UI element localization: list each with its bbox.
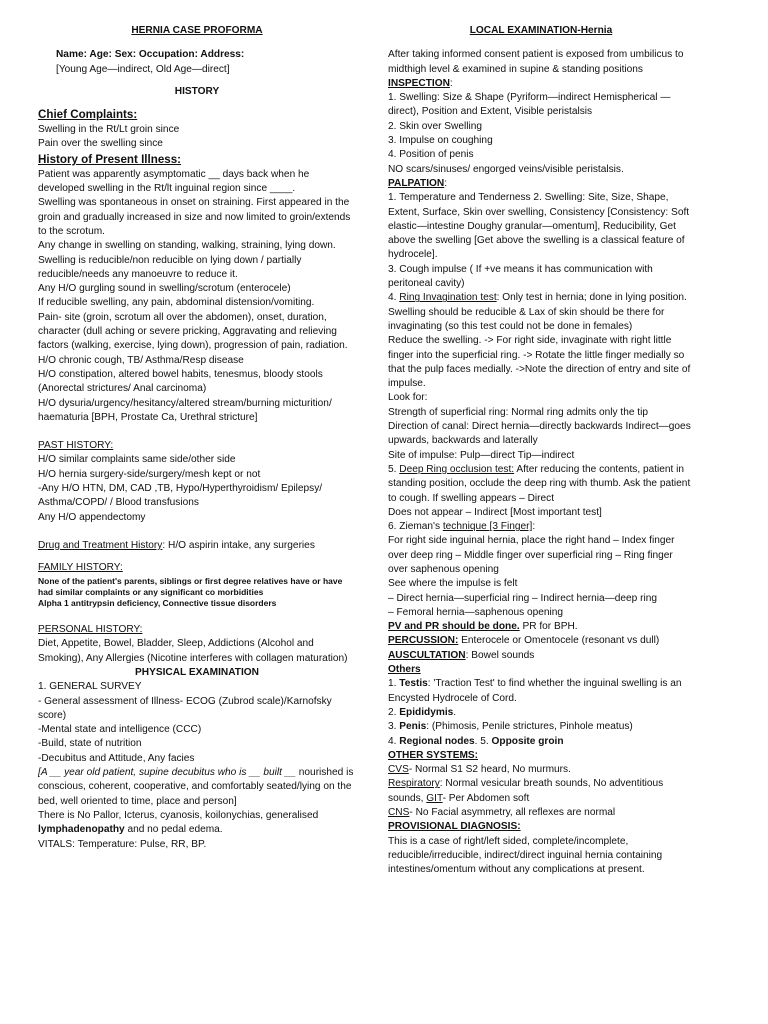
regional-mid: . 5. bbox=[474, 735, 492, 747]
hpi-paragraph: Any H/O gurgling sound in swelling/scrotum (enterocele) bbox=[38, 283, 291, 295]
ring-num: 4. bbox=[388, 292, 400, 304]
testis-line bbox=[388, 677, 694, 706]
pallor-bold: lymphadenopathy bbox=[38, 824, 125, 836]
cns-line bbox=[388, 806, 694, 820]
pallor-tail: and no pedal edema. bbox=[124, 824, 223, 836]
deep-text: After reducing the contents, patient in standing position, occlude the deep ring with thumb. Ask the patient to cough. If swelling appears – Direct bbox=[388, 463, 691, 504]
opposite-bold: Opposite groin bbox=[491, 735, 564, 747]
history-heading: HISTORY bbox=[174, 85, 220, 97]
cvs-label: CVS bbox=[388, 764, 409, 776]
auscultation-line bbox=[388, 649, 694, 663]
past-history-item: H/O similar complaints same side/other side bbox=[38, 454, 236, 466]
epid-tail: . bbox=[453, 706, 457, 718]
ring-text: : Only test in hernia; done in lying position. Swelling should be reducible & Lax of skin should be there for invaginating (so this test could not be done in females) bbox=[388, 292, 687, 332]
past-history-item: H/O hernia surgery-side/surgery/mesh kept or not bbox=[38, 468, 261, 480]
past-history-item: -Any H/O HTN, DM, CAD ,TB, Hypo/Hyperthyroidism/ Epilepsy/ Asthma/COPD/ / Blood transfusions bbox=[38, 483, 323, 509]
chief-complaint-item: Swelling in the Rt/Lt groin since bbox=[38, 124, 180, 136]
penis-num: 3. bbox=[388, 721, 400, 733]
deep-title: Deep Ring occlusion test: bbox=[399, 463, 515, 475]
inspection-item: 4. Position of penis bbox=[388, 149, 474, 161]
drug-history-heading: Drug and Treatment History bbox=[38, 539, 163, 551]
testis-num: 1. bbox=[388, 678, 400, 690]
look-for-item: Site of impulse: Pulp—direct Tip—indirect bbox=[388, 449, 575, 461]
general-survey-tail: nourished is conscious, coherent, cooperative, and comfortably seated/lying on the bed, well oriented to time, place and person] bbox=[38, 767, 354, 807]
general-survey-title: 1. GENERAL SURVEY bbox=[38, 681, 142, 693]
regional-num: 4. bbox=[388, 735, 400, 747]
inspection-item: NO scars/sinuses/ engorged veins/visible peristalsis. bbox=[388, 163, 624, 175]
diagnosis-text: This is a case of right/left sided, complete/incomplete, reducible/irreducible, indirect/direct inguinal hernia containing intestines/omentum without any complications at present. bbox=[388, 835, 663, 876]
drug-history-text: : H/O aspirin intake, any surgeries bbox=[162, 539, 315, 551]
exposure-intro: After taking informed consent patient is exposed from umbilicus to midthigh level & examined in supine & standing positions bbox=[388, 49, 684, 75]
general-survey-italic: [A __ year old patient, supine decubitus who is __ built __ bbox=[38, 767, 296, 779]
testis-bold: Testis bbox=[399, 678, 428, 690]
chief-complaints-heading: Chief Complaints: bbox=[38, 108, 138, 122]
general-survey-item: -Build, state of nutrition bbox=[38, 738, 142, 750]
diagnosis-heading: PROVISIONAL DIAGNOSIS: bbox=[388, 821, 521, 833]
inspection-item: 3. Impulse on coughing bbox=[388, 135, 493, 147]
pallor-text: There is No Pallor, Icterus, cyanosis, koilonychias, generalised bbox=[38, 809, 319, 821]
general-survey-item: - General assessment of Illness- ECOG (Zubrod scale)/Karnofsky score) bbox=[38, 695, 332, 721]
patient-details-line: Name: Age: Sex: Occupation: Address: bbox=[56, 49, 245, 61]
look-for-item: Strength of superficial ring: Normal ring admits only the tip bbox=[388, 406, 648, 418]
hpi-paragraph: If reducible swelling, any pain, abdominal distension/vomiting. bbox=[38, 297, 315, 309]
local-exam-title: LOCAL EXAMINATION-Hernia bbox=[469, 25, 613, 36]
family-history-item: None of the patient's parents, siblings or first degree relatives have or have had similar complaints or any significant co morbidities bbox=[38, 575, 343, 597]
zieman-text: For right side inguinal hernia, place the right hand – Index finger over deep ring – Middle finger over superficial ring – Ring finger over saphenous opening bbox=[388, 535, 675, 575]
penis-text: : (Phimosis, Penile strictures, Pinhole meatus) bbox=[426, 721, 633, 733]
hpi-paragraph: Pain- site (groin, scrotum all over the abdomen), onset, duration, character (dull aching or severe pricking, Aggravating and relieving factors (walking, exercise, lying down), progression of pain, radiation. bbox=[38, 311, 348, 352]
ring-invagination-test bbox=[388, 291, 694, 334]
personal-history-text: Diet, Appetite, Bowel, Bladder, Sleep, Addictions (Alcohol and Smoking), Any Allergies (Nicotine interferes with collagen maturation) bbox=[38, 638, 348, 664]
zieman-pre: 6. Zieman's bbox=[388, 521, 443, 533]
epid-num: 2. bbox=[388, 706, 400, 718]
palpation-item: 3. Cough impulse ( If +ve means it has communication with peritoneal cavity) bbox=[388, 263, 653, 290]
palpation-line: PALPATION: bbox=[388, 177, 448, 189]
hpi-heading: History of Present Illness: bbox=[38, 152, 182, 166]
percussion-text: Enterocele or Omentocele (resonant vs dull) bbox=[458, 635, 660, 647]
git-text: - Per Abdomen soft bbox=[442, 792, 530, 804]
others-heading: Others bbox=[388, 664, 421, 676]
epididymis-line bbox=[388, 706, 694, 720]
deep-ring-test bbox=[388, 463, 694, 506]
hpi-paragraph: Swelling is reducible/non reducible on lying down / partially reducible/needs any manoeuvre to reduce it. bbox=[38, 254, 302, 280]
general-survey-item: -Decubitus and Attitude, Any facies bbox=[38, 752, 195, 764]
deep-num: 5. bbox=[388, 463, 400, 475]
penis-line bbox=[388, 720, 694, 734]
cns-text: - No Facial asymmetry, all reflexes are normal bbox=[409, 807, 616, 819]
resp-label: Respiratory bbox=[388, 778, 440, 790]
hpi-paragraph: H/O chronic cough, TB/ Asthma/Resp disease bbox=[38, 354, 244, 366]
physical-exam-heading: PHYSICAL EXAMINATION bbox=[135, 667, 259, 678]
palpation-heading: PALPATION bbox=[388, 177, 445, 189]
palpation-item: 1. Temperature and Tenderness 2. Swelling: Site, Size, Shape, Extent, Surface, Skin over swelling, Consistency [Consistency: Soft elastic—intestine Doughy granular—omentum], Reducibility, Get above the swelling [Get above the swelling is a classical feature of hydrocele]. bbox=[388, 192, 690, 261]
hpi-paragraph: H/O dysuria/urgency/hesitancy/altered stream/burning micturition/ haematuria [BPH, Prostate Ca, Urethral stricture] bbox=[38, 397, 332, 423]
impulse-felt-item: – Direct hernia—superficial ring – Indirect hernia—deep ring bbox=[388, 592, 658, 604]
pallor-line bbox=[38, 809, 356, 838]
vitals-line: VITALS: Temperature: Pulse, RR, BP. bbox=[38, 838, 207, 850]
regional-nodes-line bbox=[388, 735, 694, 749]
auscultation-heading: AUSCULTATION bbox=[388, 649, 466, 661]
epid-bold: Epididymis bbox=[399, 706, 454, 718]
penis-bold: Penis bbox=[399, 721, 427, 733]
zieman-post: : bbox=[532, 521, 536, 533]
personal-history-heading: PERSONAL HISTORY: bbox=[38, 624, 143, 636]
zieman-title: technique [3 Finger] bbox=[442, 521, 533, 533]
family-history-item: Alpha 1 antitrypsin deficiency, Connective tissue disorders bbox=[38, 597, 277, 608]
deep-ring-indirect: Does not appear – Indirect [Most important test] bbox=[388, 506, 602, 518]
general-survey-summary bbox=[38, 766, 356, 809]
age-note: [Young Age—indirect, Old Age—direct] bbox=[56, 63, 230, 75]
regional-bold: Regional nodes bbox=[399, 735, 475, 747]
percussion-line bbox=[388, 634, 694, 648]
git-label: GIT bbox=[426, 792, 443, 804]
drug-history-line bbox=[38, 539, 356, 553]
look-for-item: Direction of canal: Direct hernia—directly backwards Indirect—goes upwards, backwards and laterally bbox=[388, 421, 691, 447]
hpi-paragraph: Any change in swelling on standing, walking, straining, lying down. bbox=[38, 240, 336, 252]
pv-bold: PV and PR should be done. bbox=[388, 621, 520, 633]
ring-title: Ring Invagination test bbox=[399, 292, 497, 304]
other-systems-heading: OTHER SYSTEMS: bbox=[388, 749, 479, 761]
past-history-heading: PAST HISTORY: bbox=[38, 440, 114, 452]
left-column bbox=[38, 24, 356, 852]
cvs-text: - Normal S1 S2 heard, No murmurs. bbox=[408, 764, 571, 776]
zieman-line bbox=[388, 520, 694, 534]
pv-tail: PR for BPH. bbox=[519, 621, 578, 633]
general-survey-item: -Mental state and intelligence (CCC) bbox=[38, 724, 202, 736]
inspection-item: 2. Skin over Swelling bbox=[388, 120, 482, 132]
resp-text: : Normal vesicular breath sounds, No adventitious sounds, bbox=[388, 778, 664, 804]
proforma-title: HERNIA CASE PROFORMA bbox=[131, 25, 263, 36]
hpi-paragraph: Patient was apparently asymptomatic __ days back when he developed swelling in the Rt/lt inguinal region since ____. bbox=[38, 168, 310, 195]
auscultation-text: : Bowel sounds bbox=[465, 649, 535, 661]
right-column bbox=[388, 24, 694, 878]
inspection-heading: INSPECTION bbox=[388, 77, 450, 89]
impulse-felt-item: – Femoral hernia—saphenous opening bbox=[388, 606, 564, 618]
resp-line bbox=[388, 777, 694, 806]
chief-complaint-item: Pain over the swelling since bbox=[38, 138, 163, 150]
family-history-heading: FAMILY HISTORY: bbox=[38, 562, 123, 574]
testis-text: : 'Traction Test' to find whether the inguinal swelling is an Encysted Hydrocele of Cord. bbox=[388, 678, 682, 704]
inspection-item: 1. Swelling: Size & Shape (Pyriform—indirect Hemispherical — direct), Position and Extent, Visible peristalsis bbox=[388, 92, 671, 118]
pv-pr-line bbox=[388, 620, 694, 634]
past-history-item: Any H/O appendectomy bbox=[38, 511, 146, 523]
cvs-line bbox=[388, 763, 694, 777]
hpi-paragraph: H/O constipation, altered bowel habits, tenesmus, bloody stools (Anorectal strictures/ Anal carcinoma) bbox=[38, 368, 323, 395]
percussion-heading: PERCUSSION: bbox=[388, 635, 459, 647]
impulse-felt-item: See where the impulse is felt bbox=[388, 578, 518, 590]
look-for-item: Look for: bbox=[388, 392, 428, 404]
inspection-line: INSPECTION: bbox=[388, 77, 453, 89]
hpi-paragraph: Swelling was spontaneous in onset on straining. First appeared in the groin and gradually increased in size and now limited to groin/extends to the scrotum. bbox=[38, 197, 351, 237]
cns-label: CNS bbox=[388, 807, 410, 819]
reduce-procedure: Reduce the swelling. -> For right side, invaginate with right little finger into the superficial ring. -> Rotate the little finger medially so that the pulp faces medially. ->Note the direction of entry and site of impulse. bbox=[388, 335, 691, 390]
